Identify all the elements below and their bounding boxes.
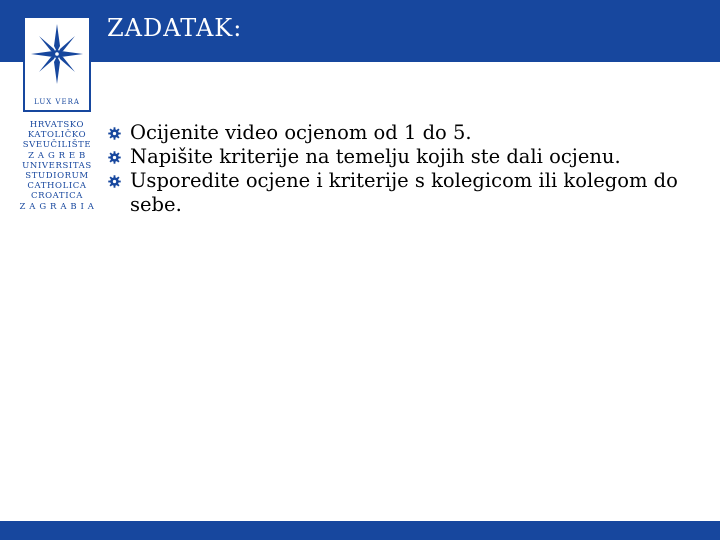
- bullet-text: Ocijenite video ocjenom od 1 do 5.: [130, 121, 472, 144]
- logo-line: HRVATSKO: [29, 120, 85, 130]
- logo-line: UNIVERSITAS: [22, 160, 92, 171]
- bullet-item: [108, 145, 708, 169]
- logo-line: CATHOLICA: [27, 181, 87, 192]
- bullet-item: [108, 169, 708, 217]
- gear-bullet-icon: [108, 151, 121, 164]
- gear-bullet-icon: [108, 175, 121, 188]
- gear-bullet-icon: [108, 127, 121, 140]
- logo-line: KATOLIČKO: [27, 130, 87, 141]
- logo-line: CROATICA: [30, 191, 83, 202]
- bullet-item: [108, 121, 708, 145]
- logo-motto: LUX VERA: [34, 98, 80, 106]
- footer-bar: [0, 521, 720, 540]
- logo-line: Z A G R E B: [28, 150, 86, 161]
- bullet-text: Usporedite ocjene i kriterije s kolegicom ili kolegom do sebe.: [130, 169, 678, 216]
- slide-title: ZADATAK:: [107, 14, 243, 42]
- logo-line: SVEUČILIŠTE: [22, 140, 92, 151]
- logo-line: Z A G R A B I A: [19, 201, 95, 212]
- logo-wordmark: [18, 120, 96, 212]
- logo-emblem: [23, 16, 91, 112]
- bullet-list: [108, 121, 708, 217]
- star-cross-icon: [29, 22, 85, 92]
- logo-line: STUDIORUM: [25, 171, 89, 182]
- bullet-text: Napišite kriterije na temelju kojih ste dali ocjenu.: [130, 145, 621, 168]
